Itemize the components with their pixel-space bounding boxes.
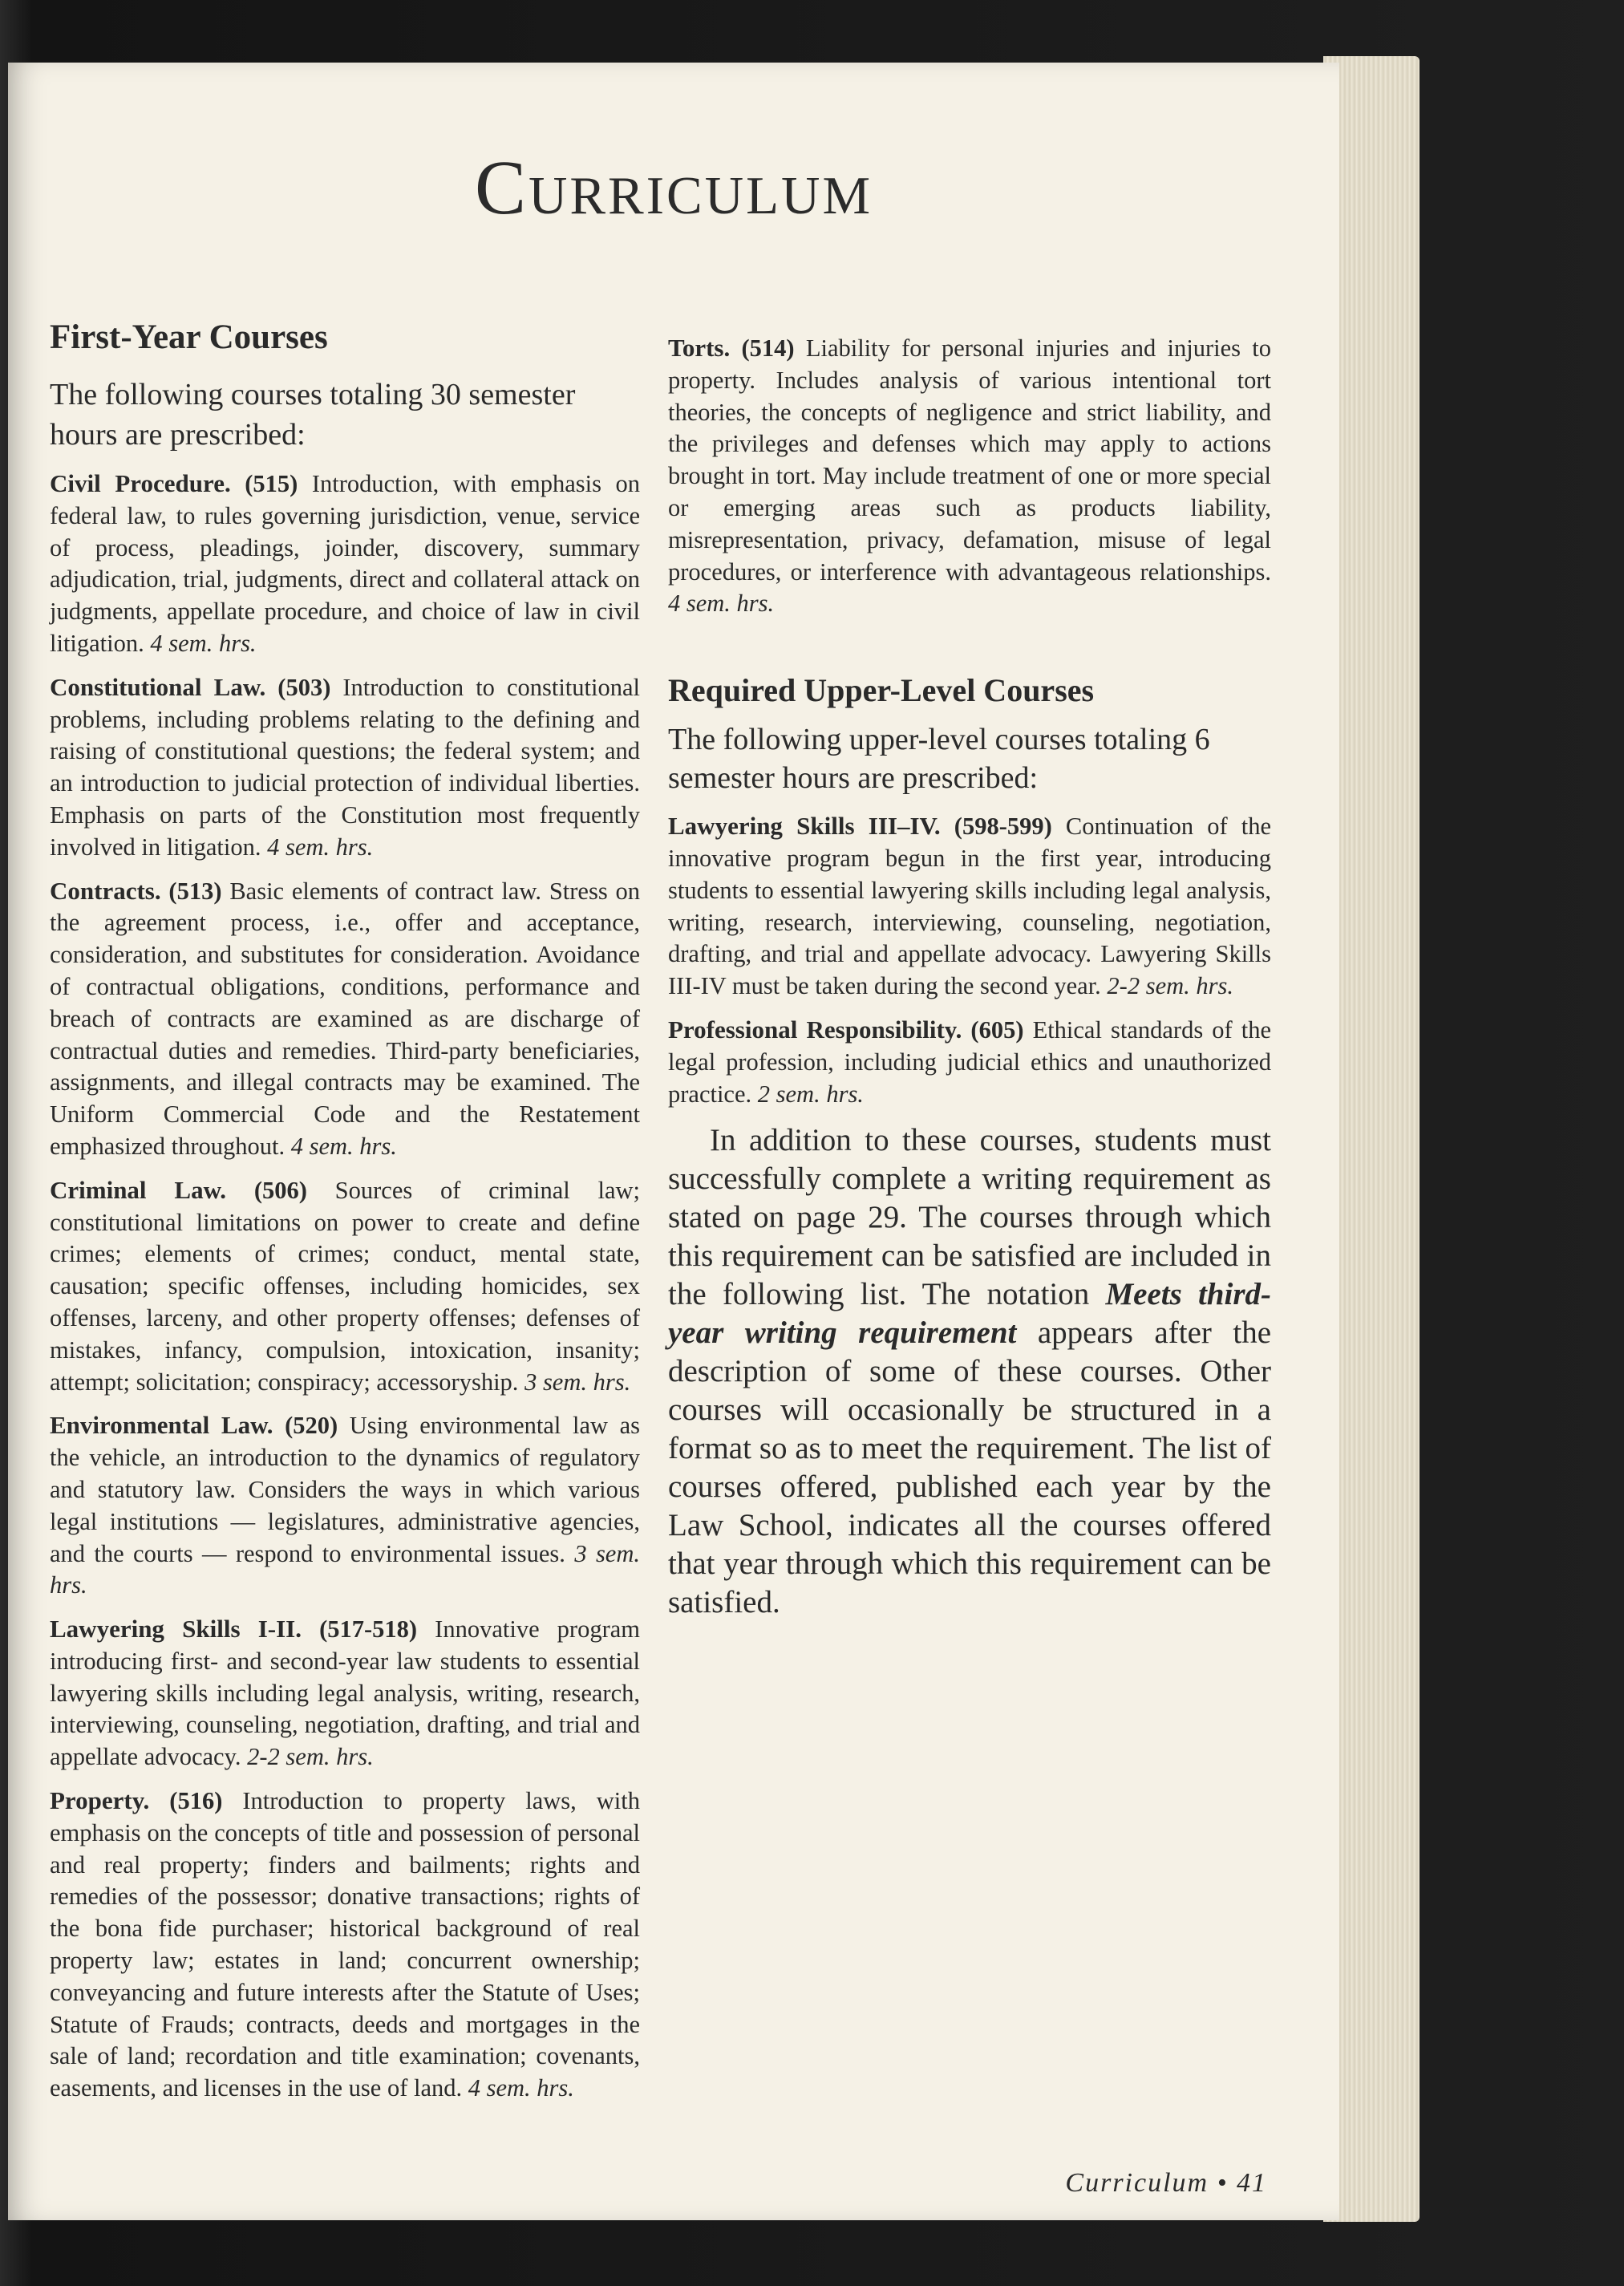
course-entry-civil-procedure: [50, 468, 640, 660]
paragraph-text-2: appears after the description of some of these courses. Other courses will occasionally be structured in a format so as to meet the requirement. The list of courses offered, published each year by the Law School, indicates all the courses offered that year through which this requirement can be satisfied.: [668, 1315, 1272, 1620]
course-hours: 4 sem. hrs.: [290, 1132, 397, 1160]
course-entry-criminal-law: [50, 1174, 640, 1399]
section-spacer: [668, 631, 1271, 671]
course-description: Ethical standards of the legal profession, including judicial ethics and unauthorized practice.: [668, 1015, 1272, 1108]
course-number: (506): [253, 1176, 307, 1204]
course-description: Using environmental law as the vehicle, an introduction to the dynamics of regulatory and statutory law. Considers the ways in which various legal institutions — legislatures, administrative agencies, and the courts — respond to environmental issues.: [50, 1412, 640, 1567]
course-name: Criminal Law.: [50, 1175, 227, 1204]
course-entry-professional-responsibility: [668, 1014, 1271, 1110]
course-entry-torts: [668, 332, 1271, 620]
footer-separator: •: [1217, 2168, 1229, 2198]
first-year-intro: The following courses totaling 30 semester hours are prescribed:: [50, 378, 576, 452]
course-hours: 2 sem. hrs.: [757, 1080, 864, 1108]
course-hours: 4 sem. hrs.: [468, 2074, 574, 2102]
upper-level-intro: The following upper-level courses totaling 6 semester hours are prescribed:: [668, 723, 1210, 796]
course-name: Constitutional Law.: [50, 672, 266, 701]
course-hours: 2-2 sem. hrs.: [1107, 972, 1234, 1000]
course-number: (520): [285, 1412, 338, 1440]
page-footer: [1019, 2168, 1267, 2199]
course-description: Liability for personal injuries and injuries to property. Includes analysis of various intentional tort theories, the concepts of negligence and strict liability, and the privileges and defenses which may apply to actions brought in tort. May include treatment of one or more special or emerging areas such as products liability, misrepresentation, privacy, defamation, misuse of legal procedures, or interference with advantageous relationships.: [668, 334, 1272, 586]
course-entry-lawyering-skills-1-2: [50, 1613, 640, 1773]
paragraph-text-1: In addition to these courses, students must successfully complete a writing requirement as stated on page 29. The courses through which this requirement can be satisfied are included in the following list. The notation: [668, 1123, 1271, 1312]
course-number: (513): [168, 877, 222, 905]
course-number: (516): [169, 1787, 223, 1815]
course-entry-environmental-law: [50, 1409, 640, 1602]
course-number: (515): [245, 470, 298, 497]
course-description: Innovative program introducing first- and second-year law students to essential lawyering skills including legal analysis, writing, research, interviewing, counseling, negotiation, drafting, and trial and appellate advocacy.: [50, 1615, 641, 1771]
course-entry-contracts: [50, 875, 640, 1163]
course-entry-constitutional-law: [50, 671, 640, 864]
course-number: (517-518): [319, 1615, 418, 1644]
course-hours: 2-2 sem. hrs.: [247, 1743, 374, 1771]
footer-section: Curriculum: [1065, 2168, 1209, 2198]
course-number: (503): [277, 673, 331, 701]
writing-requirement-paragraph: [668, 1121, 1271, 1622]
course-description: Sources of criminal law; constitutional limitations on power to create and define crimes; elements of crimes; conduct, mental state, causation; specific offenses, including homicides, sex offenses, larceny, and other property offenses; defenses of mistakes, infancy, compulsion, intoxication, insanity; attempt; solicitation; conspiracy; accessoryship.: [50, 1176, 641, 1396]
course-name: Civil Procedure.: [50, 469, 231, 497]
course-description: Introduction to constitutional problems, including problems relating to the defining and raising of constitutional questions; the federal system; and an introduction to judicial protection of individual liberties. Emphasis on parts of the Constitution most frequently involved in litigation.: [50, 673, 640, 861]
left-column: [50, 318, 640, 2116]
course-name: Environmental Law.: [50, 1411, 273, 1440]
course-hours: 3 sem. hrs.: [524, 1368, 631, 1396]
page-title: Curriculum: [474, 144, 873, 230]
course-name: Contracts.: [50, 876, 161, 905]
course-number: (514): [741, 334, 795, 362]
course-name: Property.: [50, 1786, 150, 1815]
course-hours: 4 sem. hrs.: [267, 833, 374, 861]
course-hours: 4 sem. hrs.: [150, 629, 257, 657]
course-name: Professional Responsibility.: [668, 1015, 962, 1044]
book-page: [8, 63, 1339, 2220]
course-number: (598-599): [954, 813, 1052, 841]
course-description: Introduction, with emphasis on federal law, to rules governing jurisdiction, venue, service of process, pleadings, joinder, discovery, summary adjudication, trial, judgments, direct and collateral attack on judgments, appellate procedure, and choice of law in civil litigation.: [50, 470, 640, 657]
upper-level-heading: Required Upper-Level Courses: [668, 672, 1095, 709]
page-number: 41: [1237, 2168, 1267, 2198]
course-description: Introduction to property laws, with emphasis on the concepts of title and possession of personal and real property; finders and bailments; rights and remedies of the possessor; donative transactions; rights of the bona fide purchaser; historical background of real property law; estates in land; concurrent ownership; conveyancing and future interests after the Statute of Uses; Statute of Frauds; contracts, deeds and mortgages in the sale of land; recordation and title examination; covenants, easements, and licenses in the use of land.: [50, 1787, 641, 2102]
first-year-heading: First-Year Courses: [50, 318, 328, 356]
right-column: [668, 332, 1271, 1622]
writing-requirement-notation: Meets third-year writing requirement: [668, 1277, 1271, 1351]
course-entry-property: [50, 1785, 640, 2105]
course-name: Lawyering Skills I-II.: [50, 1615, 302, 1644]
course-number: (605): [970, 1015, 1024, 1044]
course-hours: 4 sem. hrs.: [668, 590, 775, 618]
course-name: Torts.: [668, 334, 731, 362]
course-hours: 3 sem. hrs.: [50, 1539, 640, 1599]
course-entry-lawyering-skills-3-4: [668, 810, 1271, 1003]
course-name: Lawyering Skills III–IV.: [668, 812, 941, 841]
course-description: Continuation of the innovative program begun in the first year, introducing students to essential lawyering skills including legal analysis, writing, research, interviewing, counseling, negotiation, drafting, and trial and appellate advocacy. Lawyering Skills III-IV must be taken during the second year.: [668, 813, 1272, 1000]
course-description: Basic elements of contract law. Stress on the agreement process, i.e., offer and acceptance, consideration, and substitutes for consideration. Avoidance of contractual obligations, conditions, performance and breach of contracts are examined as are discharge of contractual duties and remedies. Third-party beneficiaries, assignments, and illegal contracts may be examined. The Uniform Commercial Code and the Restatement emphasized throughout.: [50, 877, 641, 1160]
